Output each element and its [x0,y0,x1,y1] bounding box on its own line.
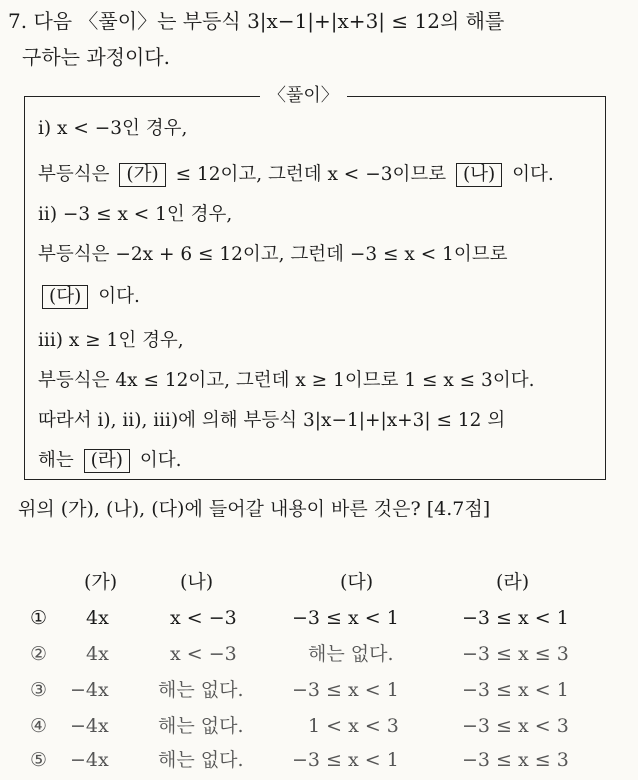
choice-ra: −3 ≤ x < 1 [462,679,569,701]
blank-ra: (라) [84,449,130,473]
case-1-heading: i) x < −3인 경우, [38,118,188,139]
question-line-1: 7. 다음 〈풀이〉는 부등식 3|x−1|+|x+3| ≤ 12의 해를 [8,9,505,33]
choice-ra: −3 ≤ x < 1 [462,607,569,629]
choice-da: −3 ≤ x < 1 [292,679,399,701]
case-3-inequality-line: 부등식은 4x ≤ 12이고, 그런데 x ≥ 1이므로 1 ≤ x ≤ 3이다. [38,370,535,391]
case-2-inequality-line: 부등식은 −2x + 6 ≤ 12이고, 그런데 −3 ≤ x < 1이므로 [38,244,508,265]
case-1-inequality-line [38,162,554,188]
choice-ga: −4x [70,715,109,737]
solution-box-title: 〈풀이〉 [260,84,347,108]
choice-na: x < −3 [170,607,237,629]
choice-ga: 4x [86,643,109,665]
case-2-text-a: 이다. [98,286,140,307]
case-1-text-a: 부등식은 [38,164,110,185]
choice-number: ⑤ [30,749,48,771]
header-ra: (라) [496,571,530,593]
choice-da: 1 < x < 3 [308,715,399,737]
choice-da: 해는 없다. [308,643,394,665]
choice-da: −3 ≤ x < 1 [292,607,399,629]
case-2-conclusion-line [38,284,140,310]
choice-number: ② [30,643,48,665]
choice-ra: −3 ≤ x < 3 [462,715,569,737]
choice-ra: −3 ≤ x ≤ 3 [462,643,569,665]
choice-na: 해는 없다. [158,749,244,771]
summary-line: 따라서 i), ii), iii)에 의해 부등식 3|x−1|+|x+3| ≤ 12 의 [38,410,506,431]
case-2-heading: ii) −3 ≤ x < 1인 경우, [38,204,233,225]
header-ga: (가) [84,571,118,593]
case-1-text-b: ≤ 12이고, 그런데 x < −3이므로 [175,164,447,185]
choice-ra: −3 ≤ x ≤ 3 [462,749,569,771]
header-da: (다) [340,571,374,593]
choice-na: x < −3 [170,643,237,665]
choice-ga: 4x [86,607,109,629]
blank-na: (나) [456,163,502,187]
blank-ga: (가) [119,163,165,187]
choice-ga: −4x [70,679,109,701]
choice-na: 해는 없다. [158,715,244,737]
header-na: (나) [180,571,214,593]
choice-da: −3 ≤ x < 1 [292,749,399,771]
choice-number: ③ [30,679,48,701]
question-prompt: 위의 (가), (나), (다)에 들어갈 내용이 바른 것은? [4.7점] [18,498,491,520]
final-text-b: 이다. [139,450,182,471]
final-answer-line [38,448,181,474]
choice-na: 해는 없다. [158,679,244,701]
case-3-heading: iii) x ≥ 1인 경우, [38,330,184,351]
case-1-text-c: 이다. [512,164,554,185]
choice-number: ① [30,607,48,629]
blank-da: (다) [42,285,88,309]
choice-number: ④ [30,715,48,737]
final-text-a: 해는 [38,450,74,471]
choice-ga: −4x [70,749,109,771]
question-line-2: 구하는 과정이다. [22,45,170,69]
